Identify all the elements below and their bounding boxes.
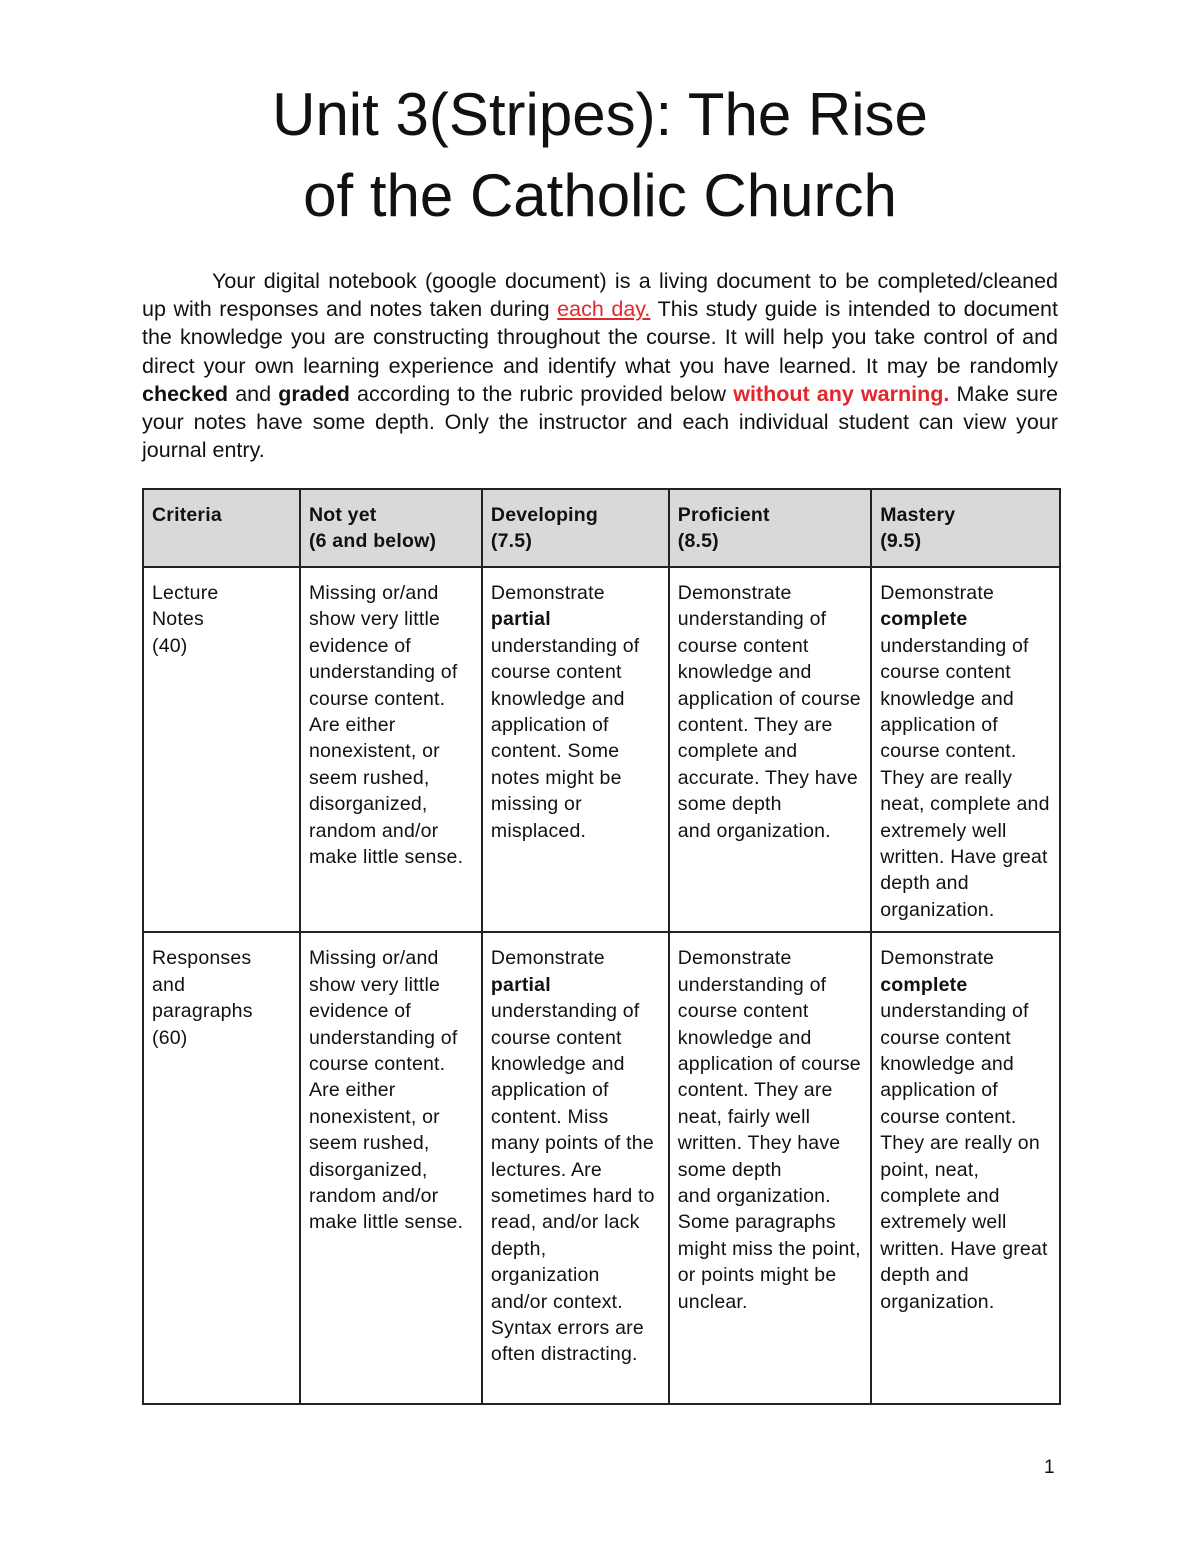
each-day-link[interactable]: each day. — [557, 297, 651, 322]
criteria-line: Notes — [152, 608, 204, 631]
intro-text-3: and — [228, 381, 279, 406]
cell-text: Demonstrate understanding of course content knowledge and application of course content. They are neat, fairly well written. They have some depth — [677, 947, 861, 1181]
header-not-yet — [300, 489, 482, 567]
criteria-responses — [143, 932, 300, 1404]
criteria-line: paragraphs — [152, 1000, 253, 1023]
header-mastery-score: (9.5) — [880, 530, 922, 553]
cell-text: Demonstrate — [880, 582, 995, 604]
intro-paragraph — [142, 267, 1058, 464]
criteria-line: Lecture — [152, 582, 219, 604]
cell-text: understanding of course content knowledge and application of content. Miss many points of the lectures. Are sometimes hard to read, and/or lack depth, organization and/or context. Syntax errors are often distracting. — [490, 1000, 655, 1366]
cell-text: Demonstrate understanding of course content knowledge and application of course content. They are complete and accurate. They have some depth — [677, 582, 861, 816]
intro-text-4: according to the rubric provided below — [349, 381, 734, 406]
criteria-lecture-notes — [143, 567, 300, 932]
header-developing-score: (7.5) — [490, 530, 533, 553]
lecture-proficient — [669, 567, 871, 932]
cell-emphasis: partial — [490, 973, 551, 996]
header-mastery — [871, 489, 1060, 567]
cell-emphasis: partial — [490, 608, 551, 631]
cell-text: understanding of course content knowledge and application of course content. They are really neat, complete and extremely well written. Have great depth and organization. — [880, 634, 1050, 921]
criteria-line: and — [152, 973, 186, 996]
intro-text-2: This study guide is intended to document the knowledge you are constructing throughout the course. It will help you take control of and direct your own learning experience and identify what you have learned. It may be randomly — [142, 297, 1058, 378]
responses-proficient — [669, 932, 871, 1404]
header-developing — [482, 489, 669, 567]
header-proficient-score: (8.5) — [677, 530, 719, 553]
intro-text-1: Your digital notebook (google document) is a living document to be completed/cleaned up with responses and notes taken during — [142, 269, 1058, 322]
header-not-yet-score: (6 and below) — [308, 530, 437, 553]
lecture-developing — [482, 567, 669, 932]
header-criteria-label: Criteria — [152, 504, 222, 526]
cell-text: and organization. — [677, 819, 831, 842]
cell-emphasis: complete — [880, 608, 968, 631]
lecture-not-yet: Missing or/and show very little evidence of understanding of course content. Are either nonexistent, or seem rushed, disorganized, random and/or make little sense. — [300, 567, 482, 932]
header-developing-label: Developing — [490, 504, 599, 526]
title-line-1: Unit 3(Stripes): The Rise — [272, 81, 928, 148]
rubric-table — [142, 488, 1061, 1405]
cell-text: and organization. Some paragraphs might miss the point, or points might be unclear. — [677, 1184, 861, 1313]
responses-mastery — [871, 932, 1060, 1404]
page-title — [0, 74, 1200, 236]
rubric-row-responses — [143, 932, 1060, 1404]
cell-text: Demonstrate — [880, 947, 995, 970]
cell-emphasis: complete — [880, 973, 968, 996]
warning-emphasis: without any warning. — [733, 381, 950, 406]
page-number: 1 — [1044, 1457, 1055, 1478]
header-mastery-label: Mastery — [880, 504, 956, 526]
cell-text: understanding of course content knowledge and application of content. Some notes might be missing or misplaced. — [490, 634, 640, 842]
criteria-weight: (60) — [152, 1026, 188, 1049]
title-line-2: of the Catholic Church — [303, 162, 897, 229]
header-proficient-label: Proficient — [677, 504, 770, 526]
checked-emphasis: checked — [142, 381, 229, 406]
criteria-line: Responses — [152, 947, 252, 970]
rubric-header-row — [143, 489, 1060, 567]
cell-text: understanding of course content knowledge and application of course content. They are really on point, neat, complete and extremely well written. Have great depth and organization. — [880, 1000, 1048, 1313]
rubric-row-lecture-notes — [143, 567, 1060, 932]
cell-text: Demonstrate — [490, 947, 605, 970]
lecture-mastery — [871, 567, 1060, 932]
criteria-weight: (40) — [152, 634, 188, 657]
responses-developing — [482, 932, 669, 1404]
header-criteria — [143, 489, 300, 567]
cell-text: Demonstrate — [490, 582, 605, 604]
header-not-yet-label: Not yet — [308, 504, 377, 526]
header-proficient — [669, 489, 871, 567]
intro-text-5: Make sure your notes have some depth. Only the instructor and each individual student can view your journal entry. — [142, 381, 1058, 463]
responses-not-yet: Missing or/and show very little evidence of understanding of course content. Are either nonexistent, or seem rushed, disorganized, random and/or make little sense. — [300, 932, 482, 1404]
graded-emphasis: graded — [278, 381, 350, 406]
